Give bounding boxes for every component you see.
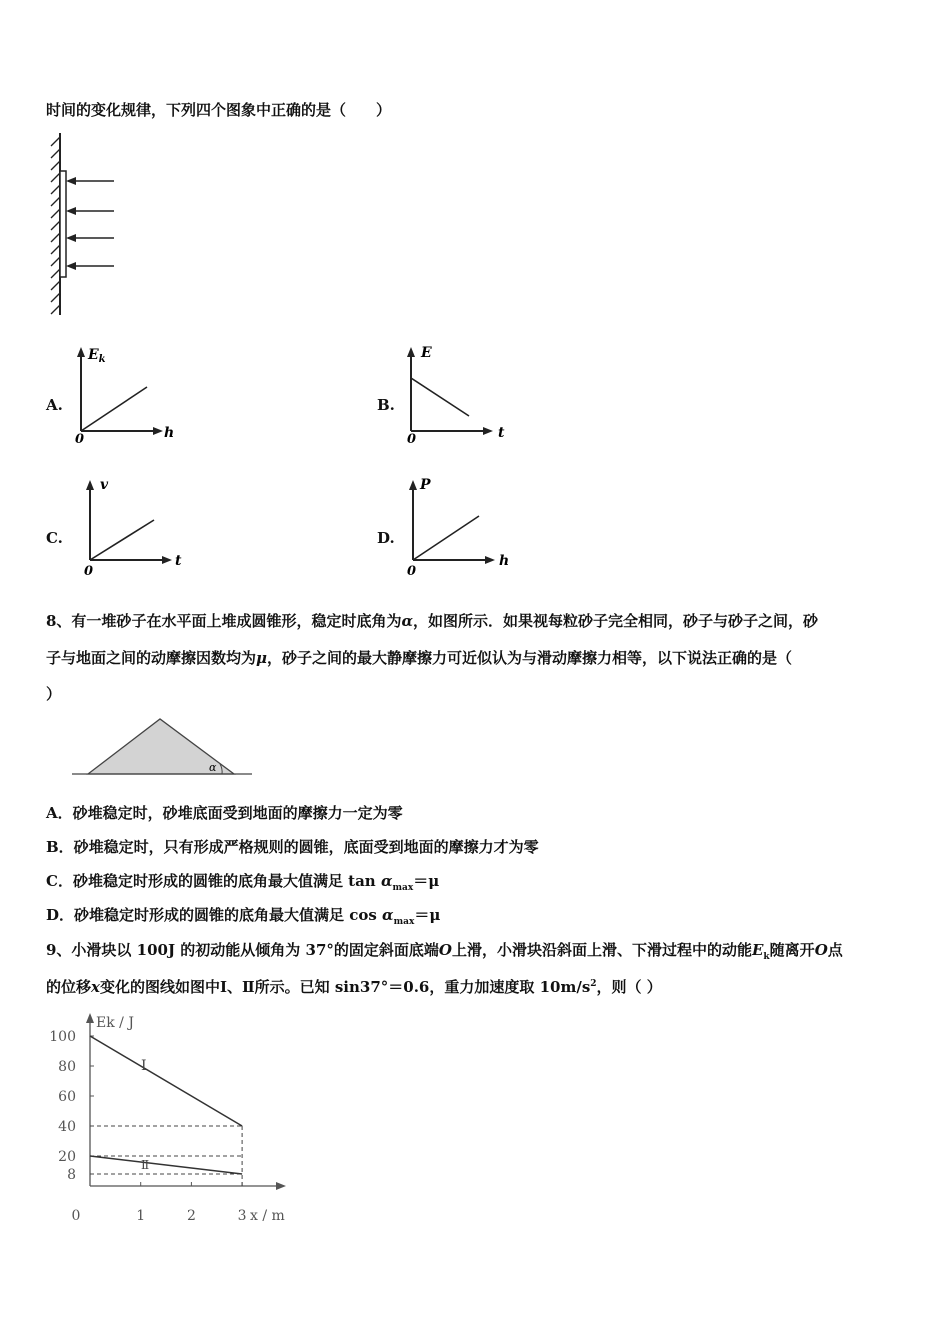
y-tick-label-0: 100 <box>49 1029 76 1045</box>
q8-option-a: A．砂堆稳定时，砂堆底面受到地面的摩擦力一定为零 <box>46 804 403 822</box>
option-c-x-label: t <box>175 553 182 569</box>
series-label-1: Ⅰ <box>141 1058 147 1074</box>
q8-line-2: 子与地面之间的动摩擦因数均为μ，砂子之间的最大静摩擦力可近似认为与滑动摩擦力相等，以下说法正确的是（ <box>46 649 793 667</box>
x-tick-label-1: 1 <box>136 1208 146 1224</box>
chart-y-axis-label: Ek / J <box>96 1015 134 1031</box>
q7-intro: 时间的变化规律，下列四个图象中正确的是（ ） <box>46 101 392 119</box>
q9-line-1: 9、小滑块以 100J 的初动能从倾角为 37°的固定斜面底端O上滑，小滑块沿斜面上滑、下滑过程中的动能$E_k$随离开O点 <box>46 941 843 962</box>
option-a-origin: 0 <box>75 432 85 447</box>
q8-option-c: C．砂堆稳定时形成的圆锥的底角最大值满足 $\tan \alpha_{max}=\mu$ <box>46 872 440 893</box>
option-a-y-label: $E_k$ <box>88 347 106 365</box>
series-line-1 <box>90 1036 242 1126</box>
option-c-origin: 0 <box>84 564 94 579</box>
option-b-letter: B. <box>377 396 395 414</box>
option-b-origin: 0 <box>407 432 417 447</box>
option-a-graph <box>75 343 185 447</box>
option-c-letter: C. <box>46 529 63 547</box>
q8-line-1: 8、有一堆砂子在水平面上堆成圆锥形，稳定时底角为α，如图所示．如果视每粒砂子完全相同，砂子与砂子之间，砂 <box>46 612 819 630</box>
option-a-x-label: h <box>164 425 175 441</box>
cone-angle-label: α <box>209 761 217 774</box>
y-tick-label-2: 60 <box>58 1089 76 1105</box>
option-b-y-label: E <box>421 345 432 361</box>
option-d-letter: D. <box>377 529 395 547</box>
y-tick-label-1: 80 <box>58 1059 76 1075</box>
x-tick-label-2: 2 <box>186 1208 196 1224</box>
option-b-x-label: t <box>498 425 505 441</box>
y-tick-label-4: 20 <box>58 1149 76 1165</box>
x-tick-label-0: 0 <box>71 1208 81 1224</box>
y-tick-label-3: 40 <box>58 1119 76 1135</box>
option-d-x-label: h <box>499 553 510 569</box>
option-c-graph <box>82 476 192 579</box>
x-tick-label-3: 3 <box>237 1208 247 1224</box>
sand-cone-figure <box>72 716 257 778</box>
ek-displacement-chart <box>44 1008 304 1228</box>
wall-arrows-figure <box>44 133 124 318</box>
q9-line-2: 的位移x变化的图线如图中Ⅰ、Ⅱ所示。已知 sin37°＝0.6，重力加速度取 $10m/s^2$，则（ ） <box>46 978 662 996</box>
q8-option-b: B．砂堆稳定时，只有形成严格规则的圆锥，底面受到地面的摩擦力才为零 <box>46 838 539 856</box>
option-b-graph <box>405 343 515 447</box>
option-d-origin: 0 <box>407 564 417 579</box>
series-label-2: Ⅱ <box>141 1158 150 1172</box>
option-c-y-label: v <box>100 477 109 493</box>
q8-line-3: ） <box>46 685 62 703</box>
series-line-2 <box>90 1156 242 1174</box>
q8-option-d: D．砂堆稳定时形成的圆锥的底角最大值满足 $\cos \alpha_{max}=\mu$ <box>46 906 441 927</box>
option-d-y-label: P <box>420 477 431 493</box>
option-a-letter: A. <box>46 396 63 414</box>
option-d-graph <box>405 476 515 579</box>
y-tick-label-5: 8 <box>67 1167 76 1183</box>
chart-x-axis-label: x / m <box>250 1208 285 1224</box>
